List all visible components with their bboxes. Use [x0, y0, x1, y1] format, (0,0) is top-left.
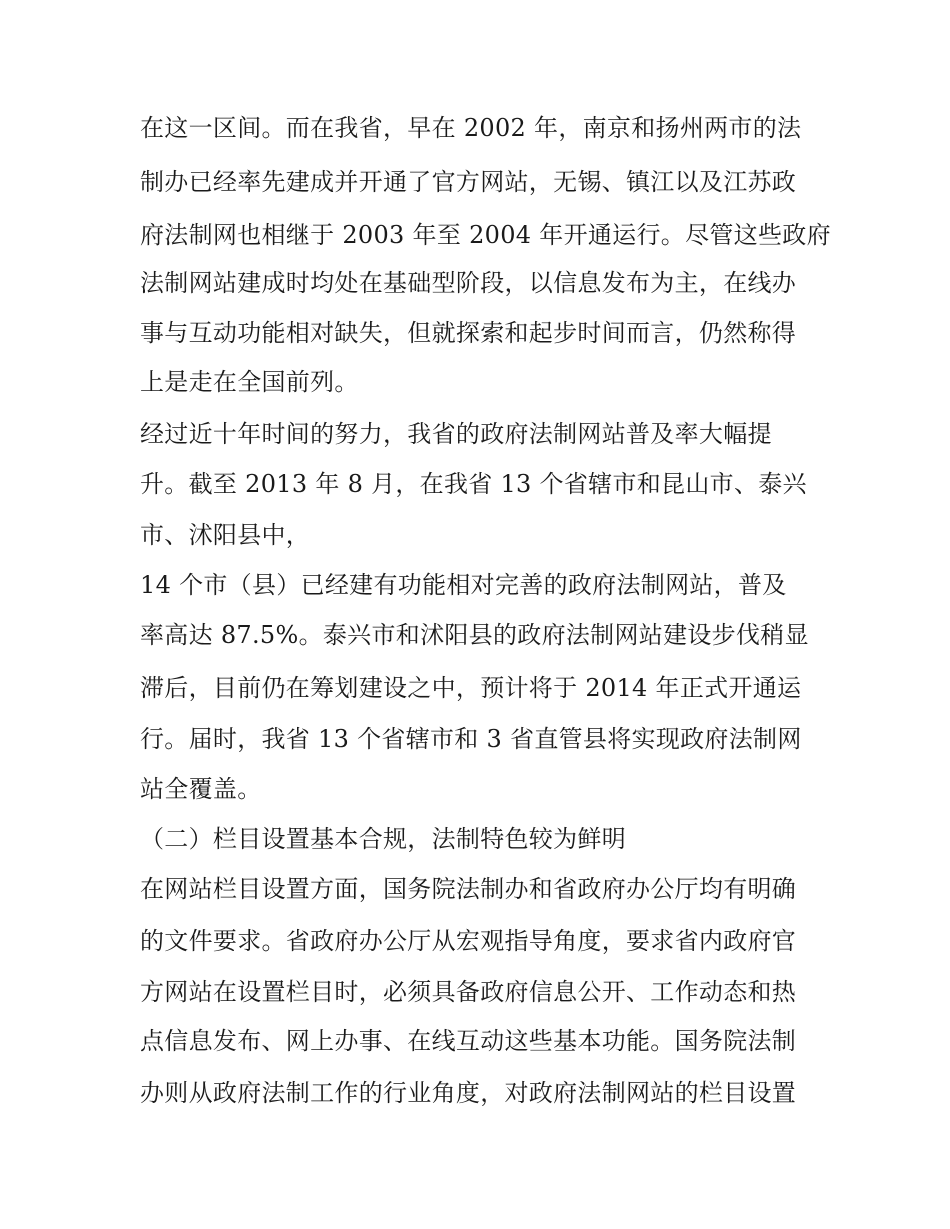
text-line: 市、沭阳县中， — [140, 521, 311, 549]
text-line: 办则从政府法制工作的行业角度，对政府法制网站的栏目设置 — [140, 1079, 797, 1107]
text-line: 14 个市（县）已经建有功能相对完善的政府法制网站，普及 — [140, 571, 787, 599]
text-line: 行。届时，我省 13 个省辖市和 3 省直管县将实现政府法制网 — [140, 725, 802, 753]
text-line: 经过近十年时间的努力，我省的政府法制网站普及率大幅提 — [140, 420, 772, 448]
text-line: 率高达 87.5%。泰兴市和沭阳县的政府法制网站建设步伐稍显 — [140, 621, 809, 649]
text-line: 滞后，目前仍在筹划建设之中，预计将于 2014 年正式开通运 — [140, 674, 802, 702]
text-line: 制办已经率先建成并开通了官方网站，无锡、镇江以及江苏政 — [140, 168, 797, 196]
text-line: 方网站在设置栏目时，必须具备政府信息公开、工作动态和热 — [140, 978, 797, 1006]
section-heading: （二）栏目设置基本合规，法制特色较为鲜明 — [140, 825, 626, 853]
text-line: 事与互动功能相对缺失，但就探索和起步时间而言，仍然称得 — [140, 319, 797, 347]
text-line: 府法制网也相继于 2003 年至 2004 年开通运行。尽管这些政府 — [140, 221, 831, 249]
text-line: 站全覆盖。 — [140, 775, 262, 803]
text-line: 点信息发布、网上办事、在线互动这些基本功能。国务院法制 — [140, 1027, 797, 1055]
text-line: 在网站栏目设置方面，国务院法制办和省政府办公厅均有明确 — [140, 875, 797, 903]
text-line: 升。截至 2013 年 8 月，在我省 13 个省辖市和昆山市、泰兴 — [140, 470, 807, 498]
text-line: 在这一区间。而在我省，早在 2002 年，南京和扬州两市的法 — [140, 114, 802, 142]
text-line: 上是走在全国前列。 — [140, 368, 359, 396]
text-line: 的文件要求。省政府办公厅从宏观指导角度，要求省内政府官 — [140, 927, 797, 955]
text-line: 法制网站建成时均处在基础型阶段，以信息发布为主，在线办 — [140, 269, 797, 297]
